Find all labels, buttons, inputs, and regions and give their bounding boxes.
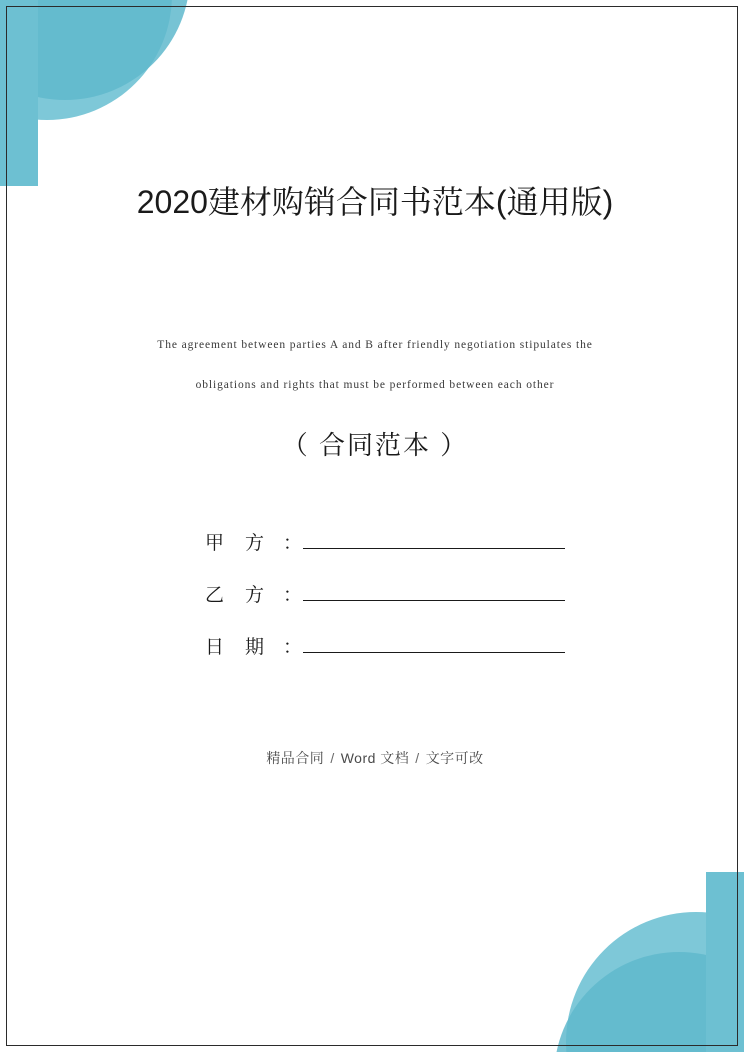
field-label-party-b: 乙 方 [205, 585, 266, 606]
footer-note-part-3: 文字可改 [425, 750, 484, 766]
subtitle-english [110, 325, 640, 405]
footer-note-part-2: Word 文档 [340, 750, 410, 766]
field-input-party-b[interactable] [303, 580, 565, 601]
field-input-date[interactable] [303, 632, 565, 653]
footer-note [120, 748, 630, 768]
footer-note-part-1: 精品合同 [266, 750, 325, 766]
subtitle-english-line-1: The agreement between parties A and B after friendly negotiation stipulates the [157, 339, 593, 351]
field-label-date: 日 期 [205, 637, 266, 658]
field-colon-party-b: ： [283, 585, 303, 606]
page-title: 2020建材购销合同书范本(通用版) [136, 184, 614, 220]
field-row-party-a [205, 528, 565, 580]
field-row-party-b [205, 580, 565, 632]
field-input-party-a[interactable] [303, 528, 565, 549]
signature-fields [205, 528, 565, 684]
footer-separator-2: / [415, 750, 420, 766]
field-colon-date: ： [283, 637, 303, 658]
subtitle-english-line-2: obligations and rights that must be performed between each other [195, 379, 555, 391]
field-colon-party-a: ： [283, 533, 303, 554]
field-row-date [205, 632, 565, 684]
contract-template-label: （ 合同范本 ） [281, 430, 469, 460]
footer-separator-1: / [330, 750, 335, 766]
field-label-party-a: 甲 方 [205, 533, 266, 554]
